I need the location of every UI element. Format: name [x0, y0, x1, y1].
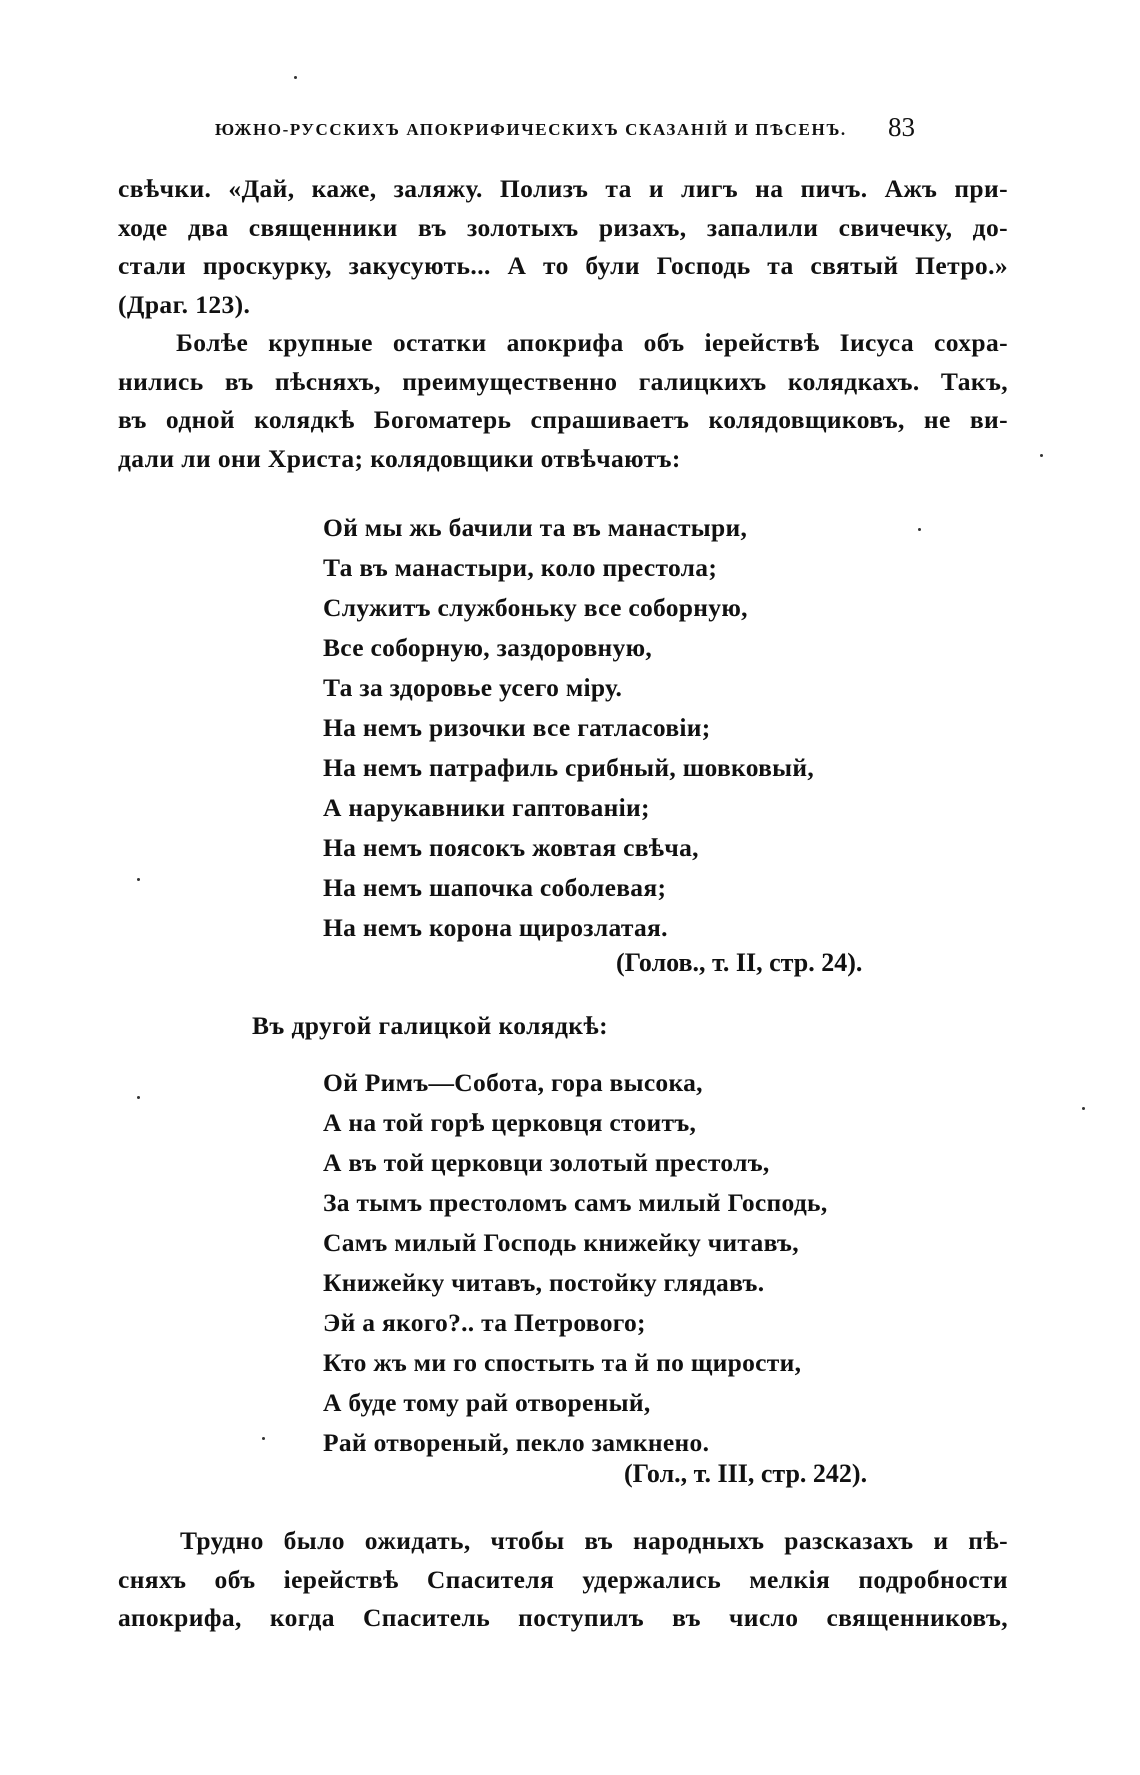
print-speck [918, 528, 921, 531]
verse-line: Кто жъ ми го спостыть та й по щирости, [323, 1348, 802, 1377]
text-line: дали ли они Христа; колядовщики отвѣчаютъ: [118, 443, 681, 473]
verse-line: А нарукавники гаптованіи; [323, 793, 650, 822]
text-line: нились въ пѣсняхъ, преимущественно галицкихъ колядкахъ. Такъ, [118, 366, 1008, 396]
paragraph-apocrypha-remnants [118, 324, 1008, 478]
verse-line: А въ той церковци золотый престолъ, [323, 1148, 770, 1177]
verse-line: Ой Римъ—Собота, гора высока, [323, 1068, 703, 1097]
verse-line: За тымъ престоломъ самъ милый Господь, [323, 1188, 828, 1217]
text-line: Болѣе крупные остатки апокрифа объ іерействѣ Іисуса сохра- [176, 328, 1008, 357]
carol-verse-2 [323, 1063, 828, 1463]
print-speck [1040, 454, 1043, 457]
verse-line: Служитъ службоньку все соборную, [323, 593, 748, 622]
print-speck [262, 1437, 265, 1440]
print-speck [137, 878, 140, 881]
print-speck [294, 76, 297, 79]
intro-second-carol: Въ другой галицкой колядкѣ: [252, 1011, 608, 1040]
text-line: апокрифа, когда Спаситель поступилъ въ число священниковъ, [118, 1603, 1008, 1632]
paragraph-difficulty [118, 1522, 1008, 1638]
verse-line: Все соборную, заздоровную, [323, 633, 653, 662]
citation-golovatsky-3: (Гол., т. III, стр. 242). [624, 1459, 868, 1488]
page-number: 83 [888, 112, 915, 142]
verse-line: На немъ шапочка соболевая; [323, 873, 667, 902]
verse-line: На немъ поясокъ жовтая свѣча, [323, 833, 699, 862]
verse-line: На немъ патрафиль срибный, шовковый, [323, 753, 815, 782]
verse-line: А на той горѣ церковця стоитъ, [323, 1108, 697, 1137]
verse-line: Та за здоровье усего міру. [323, 673, 623, 702]
verse-line: На немъ ризочки все гатласовіи; [323, 713, 711, 742]
page-header [215, 112, 915, 152]
paragraph-continuation [118, 170, 1008, 324]
text-line: ходе два священники въ золотыхъ ризахъ, запалили свичечку, до- [118, 212, 1008, 242]
verse-line: Рай отвореный, пекло замкнено. [323, 1428, 710, 1457]
verse-line: Та въ манастыри, коло престола; [323, 553, 718, 582]
verse-line: Эй а якого?.. та Петрового; [323, 1308, 646, 1337]
text-line: стали проскурку, закусують... А то були Господь та святый Петро.» [118, 251, 1008, 280]
print-speck [1082, 1107, 1085, 1110]
carol-verse-1 [323, 508, 814, 948]
verse-line: Книжейку читавъ, постойку глядавъ. [323, 1268, 765, 1297]
citation-golovatsky-2: (Голов., т. II, стр. 24). [616, 948, 863, 977]
verse-line: На немъ корона щирозлатая. [323, 913, 668, 942]
text-line: свѣчки. «Дай, каже, заляжу. Полизъ та и лигъ на пичъ. Ажъ при- [118, 174, 1008, 203]
verse-line: Самъ милый Господь книжейку читавъ, [323, 1228, 799, 1257]
verse-line: А буде тому рай отвореный, [323, 1388, 651, 1417]
text-line: Трудно было ожидать, чтобы въ народныхъ разсказахъ и пѣ- [180, 1526, 1008, 1555]
text-line: (Драг. 123). [118, 289, 251, 319]
verse-line: Ой мы жь бачили та въ манастыри, [323, 513, 748, 542]
print-speck [137, 1096, 140, 1099]
text-line: сняхъ объ іерействѣ Спасителя удержались мелкія подробности [118, 1564, 1008, 1594]
running-title: ЮЖНО-РУССКИХЪ АПОКРИФИЧЕСКИХЪ СКАЗАНІЙ И ПѢСЕНЪ. [215, 120, 847, 139]
text-line: въ одной колядкѣ Богоматерь спрашиваетъ колядовщиковъ, не ви- [118, 405, 1008, 434]
